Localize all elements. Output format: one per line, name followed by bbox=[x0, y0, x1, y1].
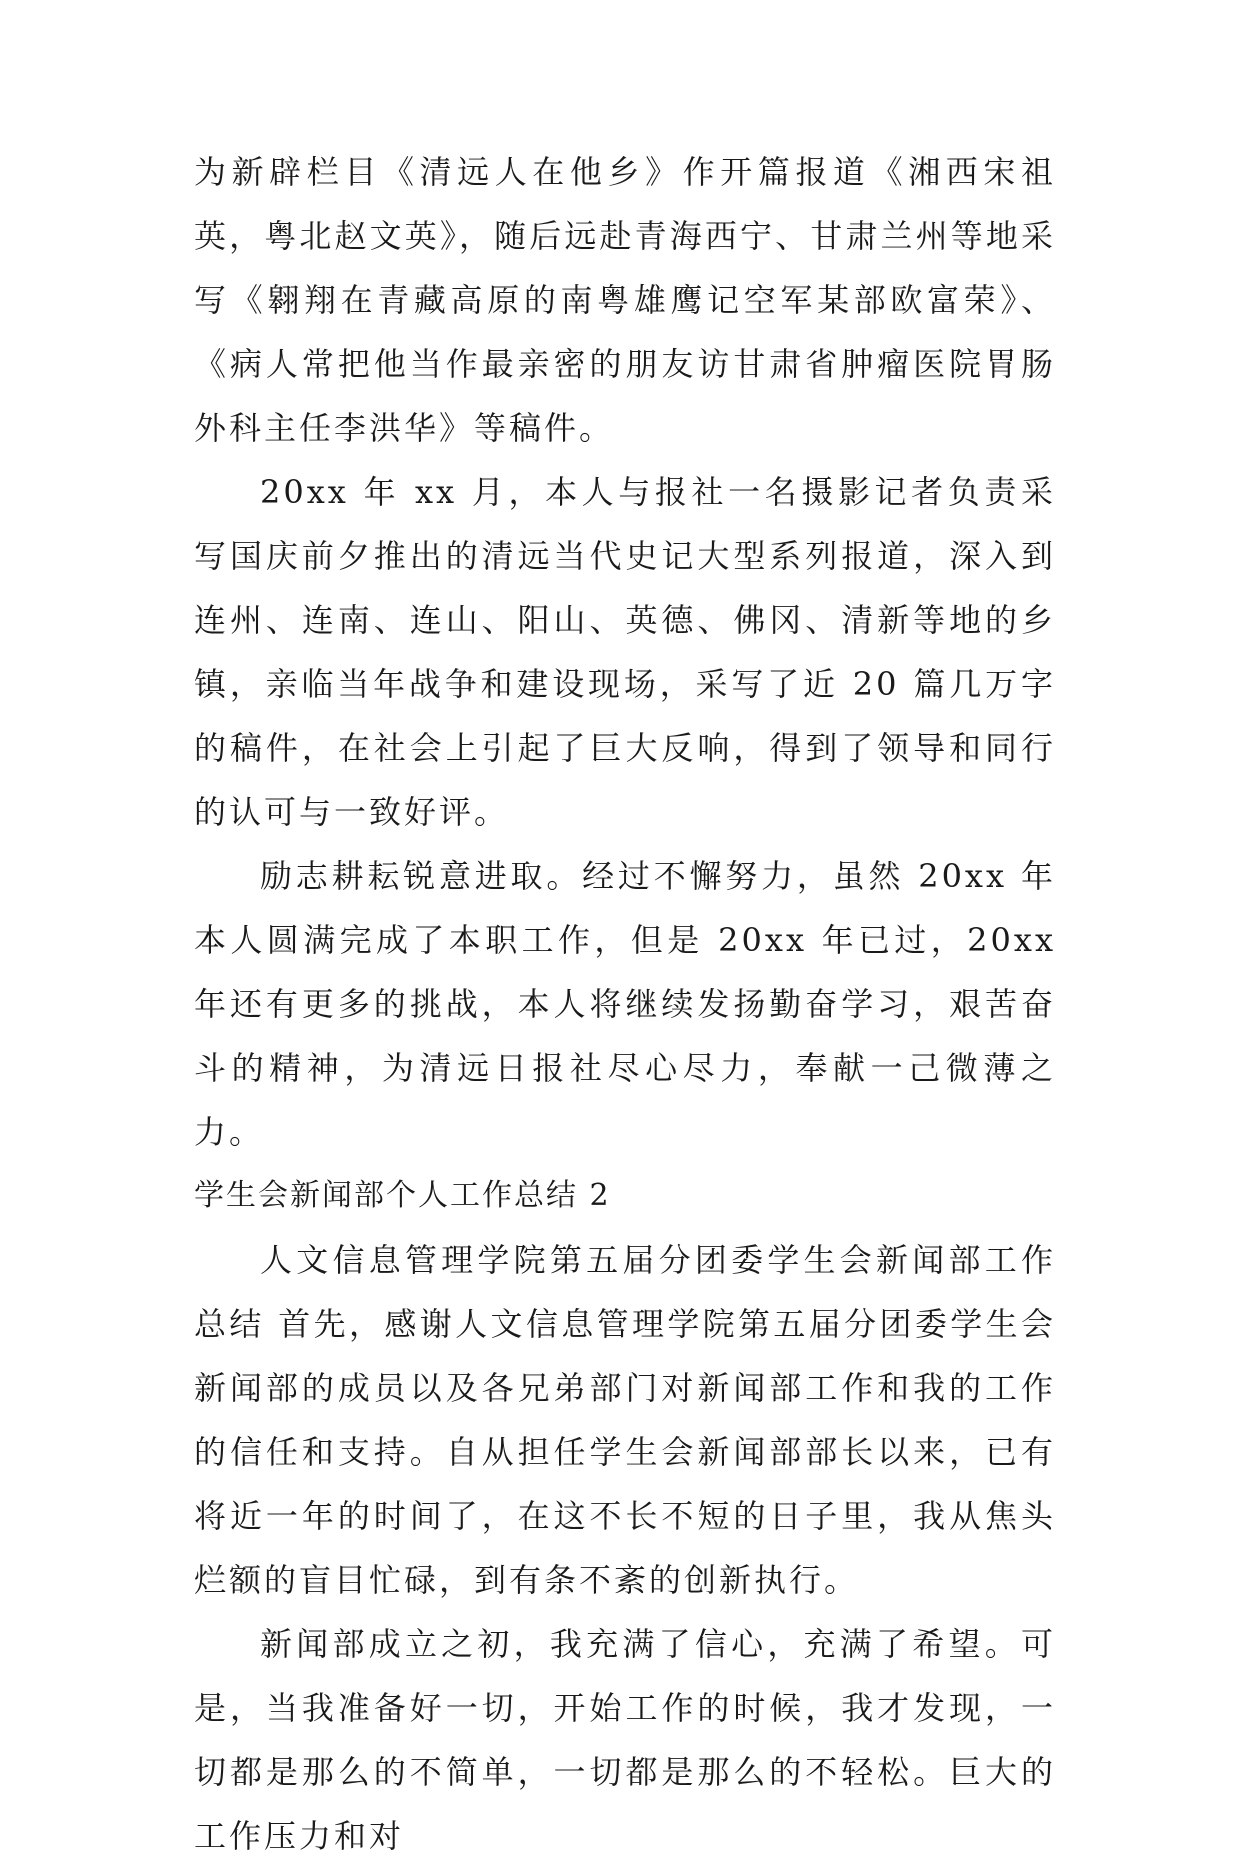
section-heading: 学生会新闻部个人工作总结 2 bbox=[194, 1178, 611, 1213]
paragraph-3: 励志耕耘锐意进取。经过不懈努力，虽然 20xx 年本人圆满完成了本职工作，但是 20xx 年已过，20xx 年还有更多的挑战，本人将继续发扬勤奋学习，艰苦奋斗的精神，为清远日报社尽心尽力，奉献一己微薄之力。 bbox=[194, 857, 1056, 1151]
paragraph-2: 20xx 年 xx 月，本人与报社一名摄影记者负责采写国庆前夕推出的清远当代史记大型系列报道，深入到连州、连南、连山、阳山、英德、佛冈、清新等地的乡镇，亲临当年战争和建设现场，采写了近 20 篇几万字的稿件，在社会上引起了巨大反响，得到了领导和同行的认可与一致好评。 bbox=[194, 473, 1056, 831]
paragraph-1: 为新辟栏目《清远人在他乡》作开篇报道《湘西宋祖英，粤北赵文英》，随后远赴青海西宁、甘肃兰州等地采写《翱翔在青藏高原的南粤雄鹰记空军某部欧富荣》、《病人常把他当作最亲密的朋友访甘肃省肿瘤医院胃肠外科主任李洪华》等稿件。 bbox=[194, 153, 1056, 447]
paragraph-4: 人文信息管理学院第五届分团委学生会新闻部工作总结 首先，感谢人文信息管理学院第五届分团委学生会新闻部的成员以及各兄弟部门对新闻部工作和我的工作的信任和支持。自从担任学生会新闻部部长以来，已有将近一年的时间了，在这不长不短的日子里，我从焦头烂额的盲目忙碌，到有条不紊的创新执行。 bbox=[194, 1241, 1056, 1599]
paragraph-5: 新闻部成立之初，我充满了信心，充满了希望。可是，当我准备好一切，开始工作的时候，我才发现，一切都是那么的不简单，一切都是那么的不轻松。巨大的工作压力和对 bbox=[194, 1625, 1056, 1855]
document-body bbox=[194, 140, 1056, 1868]
